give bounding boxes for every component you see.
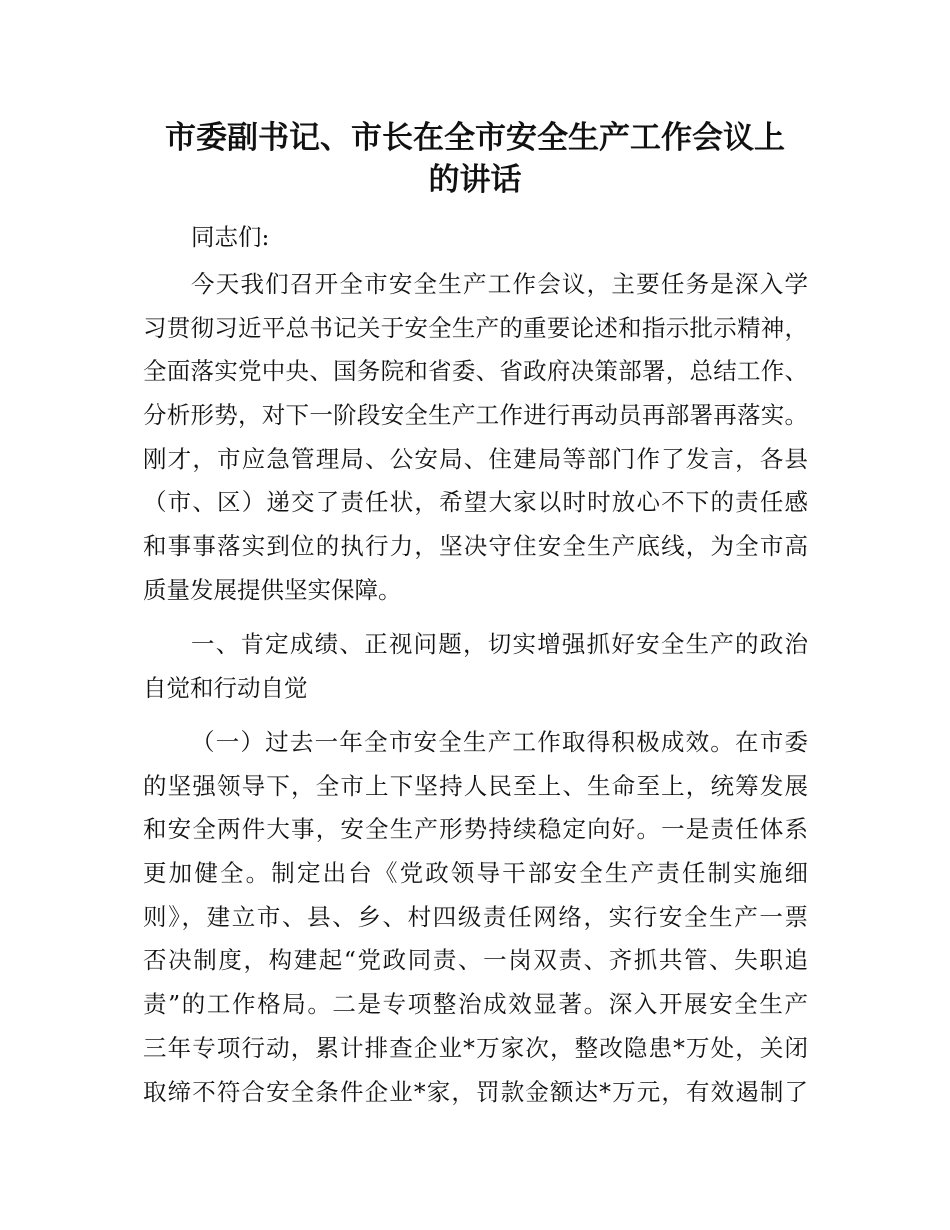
text-line: 否决制度，构建起“党政同责、一岗双责、齐抓共管、失职追 [143, 946, 808, 975]
text-line: 习贯彻习近平总书记关于安全生产的重要论述和指示批示精神， [143, 313, 808, 342]
text-line: （一）过去一年全市安全生产工作取得积极成效。在市委 [191, 728, 808, 756]
salutation [143, 216, 808, 260]
salutation-text: 同志们: [191, 223, 270, 251]
paragraph-intro [143, 263, 808, 613]
text-line: 更加健全。制定出台《党政领导干部安全生产责任制实施细 [143, 859, 808, 888]
text-line: 取缔不符合安全条件企业*家，罚款金额达*万元，有效遏制了 [143, 1077, 808, 1106]
text-line: 责”的工作格局。二是专项整治成效显著。深入开展安全生产 [143, 990, 808, 1019]
text-line: 三年专项行动，累计排查企业*万家次，整改隐患*万处，关闭 [143, 1033, 808, 1062]
document-title-line-1: 市委副书记、市长在全市安全生产工作会议上 [165, 120, 785, 156]
text-line: （市、区）递交了责任状，希望大家以时时放心不下的责任感 [143, 488, 808, 517]
section-heading-1 [143, 623, 808, 710]
text-line: 刚才，市应急管理局、公安局、住建局等部门作了发言，各县 [143, 444, 808, 473]
text-line: 和安全两件大事，安全生产形势持续稳定向好。一是责任体系 [143, 815, 808, 844]
text-line: 则》，建立市、县、乡、村四级责任网络，实行安全生产一票 [143, 902, 808, 931]
text-line: 分析形势，对下一阶段安全生产工作进行再动员再部署再落实。 [143, 401, 808, 430]
text-line: 全面落实党中央、国务院和省委、省政府决策部署，总结工作、 [143, 357, 808, 386]
text-line: 一、肯定成绩、正视问题，切实增强抓好安全生产的政治 [191, 630, 808, 658]
text-line: 和事事落实到位的执行力，坚决守住安全生产底线，为全市高 [143, 532, 808, 561]
text-line: 的坚强领导下，全市上下坚持人民至上、生命至上，统筹发展 [143, 771, 808, 800]
text-line: 质量发展提供坚实保障。 [143, 575, 402, 604]
text-line: 自觉和行动自觉 [143, 673, 308, 702]
paragraph-achievements [143, 721, 808, 1114]
text-line: 今天我们召开全市安全生产工作会议，主要任务是深入学 [191, 270, 808, 298]
document-title-line-2: 的讲话 [428, 162, 522, 198]
